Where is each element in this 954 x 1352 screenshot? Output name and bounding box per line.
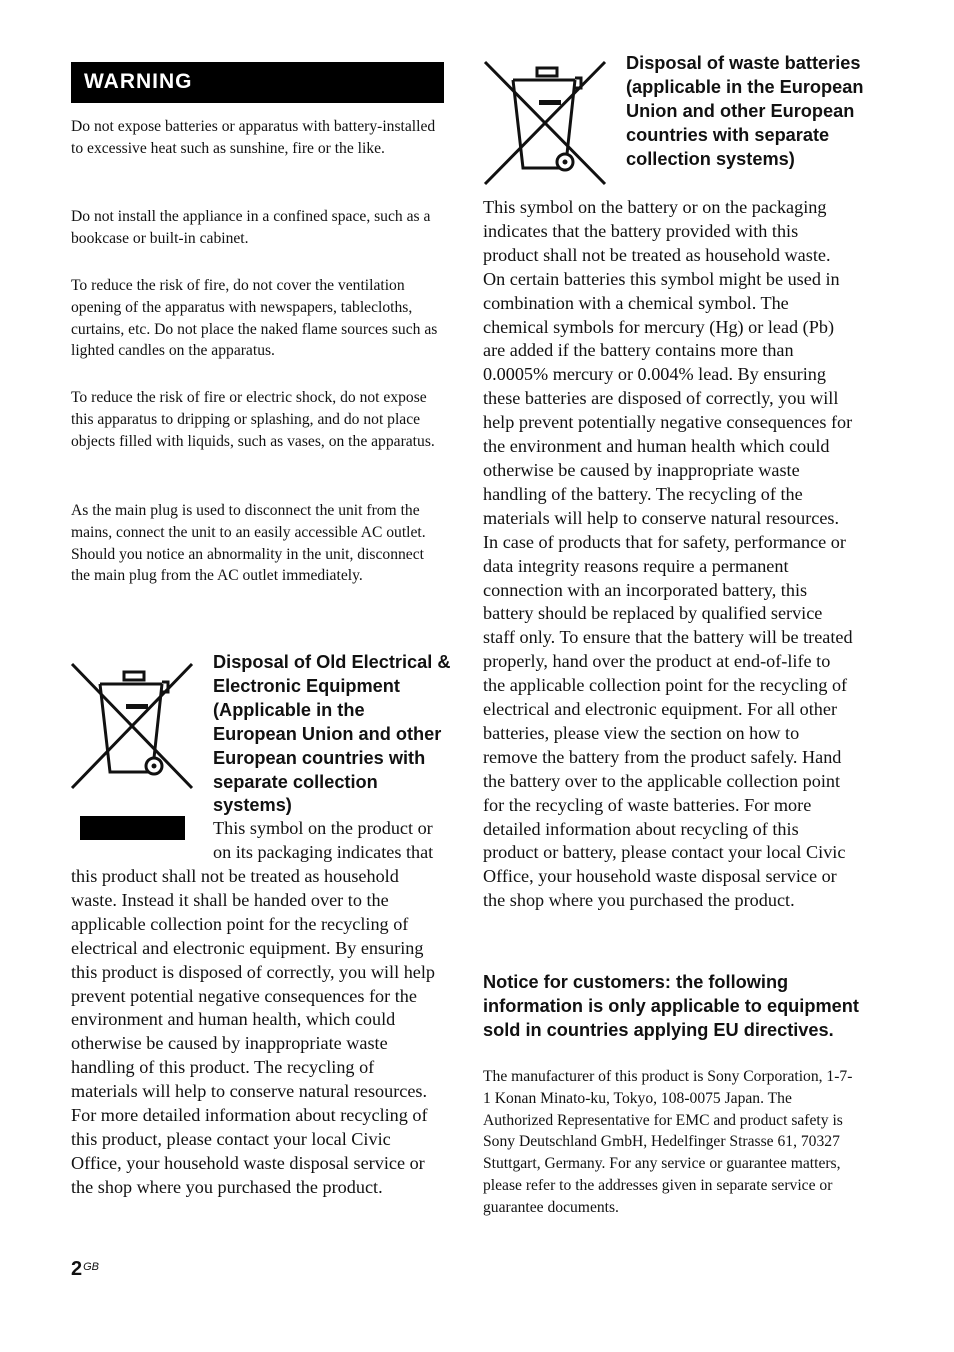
batteries-body: This symbol on the battery or on the packaging indicates that the battery provided with this product shall not be treated as household waste. On certain batteries this symbol might be used in combination with a chemical symbol. The chemical symbols for mercury (Hg) or lead (Pb) are added if the battery contains more than 0.0005% mercury or 0.004% lead. By ensuring these batteries are disposed of correctly, you will help prevent potentially negative consequences for the environment and human health which could otherwise be caused by inappropriate waste handling of the battery. The recycling of the materials will help to conserve natural resources. In case of products that for safety, performance or data integrity reasons require a permanent connection with an incorporated battery, this battery should be replaced by qualified service staff only. To ensure that the battery will be treated properly, hand over the product at end-of-life to the applicable collection point for the recycling of electrical and electronic equipment. For all other batteries, please view the section on how to remove the battery from the product safely. Hand the battery over to the applicable collection point for the recycling of waste batteries. For more detailed information about recycling of this product or battery, please contact your local Civic Office, your household waste disposal service or the shop where you purchased the product.	[483, 197, 853, 911]
warning-heading-bar	[71, 62, 444, 103]
notice-heading: Notice for customers: the following information is only applicable to equipment sold in countries applying EU directives.	[483, 972, 859, 1040]
warning-title: WARNING	[84, 70, 193, 93]
batteries-heading: Disposal of waste batteries (applicable in the European Union and other European countries with separate collection systems)	[626, 53, 864, 169]
page-number-value: 2	[71, 1258, 83, 1280]
warning-paragraph: To reduce the risk of fire or electric shock, do not expose this apparatus to dripping or splashing, and do not place objects filled with liquids, such as vases, on the apparatus.	[71, 389, 435, 450]
weee-intro: This symbol on the product or on its packaging indicates that	[213, 818, 434, 862]
page-number-suffix: GB	[83, 1261, 100, 1273]
notice-body: The manufacturer of this product is Sony Corporation, 1-7-1 Konan Minato-ku, Tokyo, 108-0075 Japan. The Authorized Representative for EMC and product safety is Sony Deutschland GmbH, Hedelfinger Strasse 61, 70327 Stuttgart, Germany. For any service or guarantee matters, please refer to the addresses given in separate service or guarantee documents.	[483, 1068, 853, 1216]
separate-collection-bar	[80, 816, 185, 840]
warning-paragraph: To reduce the risk of fire, do not cover the ventilation opening of the apparatus with newspapers, tablecloths, curtains, etc. Do not place the naked flame sources such as lighted candles on the apparatus.	[71, 277, 438, 360]
warning-paragraph: Do not expose batteries or apparatus with battery-installed to excessive heat such as sunshine, fire or the like.	[71, 118, 436, 157]
weee-body: this product shall not be treated as household waste. Instead it shall be handed over to the applicable collection point for the recycling of electrical and electronic equipment. By ensuring this product is disposed of correctly, you will help prevent potential negative consequences for the environment and human health, which could otherwise be caused by inappropriate waste handling of this product. The recycling of materials will help to conserve natural resources. For more detailed information about recycling of this product, please contact your local Civic Office, your household waste disposal service or the shop where you purchased the product.	[71, 866, 436, 1197]
page-number	[71, 1258, 99, 1281]
crossed-out-wheelie-bin-icon	[70, 662, 194, 790]
crossed-out-wheelie-bin-icon	[483, 60, 607, 186]
weee-heading: Disposal of Old Electrical & Electronic Equipment (Applicable in the European Union and other European countries with separate collection systems)	[213, 652, 451, 816]
warning-paragraph: As the main plug is used to disconnect the unit from the mains, connect the unit to an easily accessible AC outlet. Should you notice an abnormality in the unit, disconnect the main plug from the AC outlet immediately.	[71, 502, 426, 585]
warning-paragraph: Do not install the appliance in a confined space, such as a bookcase or built-in cabinet.	[71, 208, 431, 247]
